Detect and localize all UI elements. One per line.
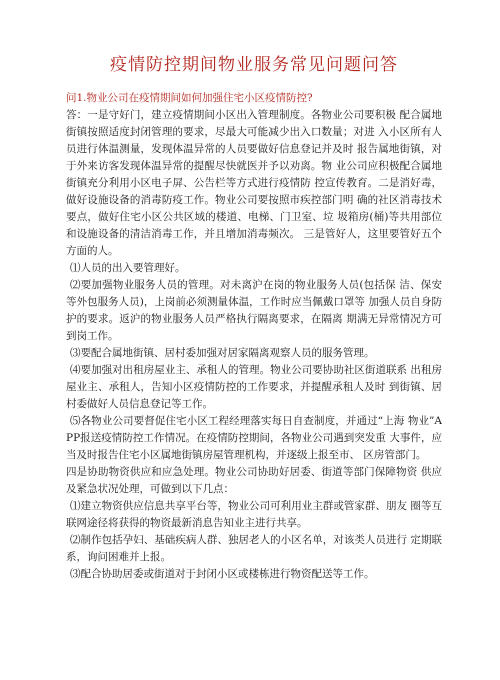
answer-item-3: ⑶要配合属地街镇、居村委加强对居家隔离观察人员的服务管理。: [70, 347, 375, 359]
answer-paragraph-main: 答：一是守好门，建立疫情期间小区出入管理制度。各物业公司要积极 配合属地街镇按照适度封闭管理的要求，尽最大可能减少出入口数量；对进 入小区所有人员进行体温测量，发现体温异常的人员要做好信息登记并及时 报告属地街镇，对于外来访客发现体温异常的提醒尽快就医并予以劝离。物 业公司应积极配合属地街镇充分利用小区电子屏、公告栏等方式进行疫情防 控宣传教育。二是消好毒，做好设施设备的消毒防疫工作。物业公司要按照市疾控部门明 确的社区消毒技术要点，做好住宅小区公共区域的楼道、电梯、门卫室、垃 圾箱房(桶)等共用部位和设施设备的清洁消毒工作，并且增加消毒频次。 三是管好人，这里要管好五个方面的人。: [66, 109, 442, 257]
answer-paragraph-supply: 四是协助物资供应和应急处理。物业公司协助好居委、街道等部门保障物资 供应及紧急状况处理，可做到以下几点：: [66, 466, 442, 495]
document-title: 疫情防控期间物业服务常见问题问答: [110, 55, 398, 75]
answer-body: [66, 107, 442, 583]
answer-item-4: ⑷要加强对出租房屋业主、承租人的管理。物业公司要协助社区街道联系 出租房屋业主、承租人，告知小区疫情防控的工作要求，并提醒承租人及时 到街镇、居村委做好人员信息登记等工作。: [66, 364, 442, 410]
supply-item-1: ⑴建立物资供应信息共享平台等，物业公司可利用业主群或管家群、朋友 圈等互联网途径将获得的物资最新消息告知业主进行共享。: [66, 500, 442, 529]
answer-item-5: ⑸各物业公司要督促住宅小区工程经理落实每日自查制度，并通过“上海 物业”APP报送疫情防控工作情况。在疫情防控期间，各物业公司遇到突发重 大事件，应当及时报告住宅小区属地街镇房屋管理机构，并逐级上报至市、 区房管部门。: [66, 415, 442, 461]
supply-item-3: ⑶配合协助居委或街道对于封闭小区或楼栋进行物资配送等工作。: [70, 568, 375, 580]
answer-item-1: ⑴人员的出入要管理好。: [70, 262, 186, 274]
supply-item-2: ⑵制作包括孕妇、基础疾病人群、独居老人的小区名单，对该类人员进行 定期联系，询问困难并上报。: [66, 534, 442, 563]
answer-item-2: ⑵要加强物业服务人员的管理。对未离沪在岗的物业服务人员(包括保 洁、保安等外包服务人员)，上岗前必须测量体温，工作时应当佩戴口罩等 加强人员自身防护的要求。返沪的物业服务人员严格执行隔离要求，在隔离 期满无异常情况方可到岗工作。: [66, 279, 442, 342]
question-heading: 问1.物业公司在疫情期间如何加强住宅小区疫情防控?: [66, 92, 313, 104]
